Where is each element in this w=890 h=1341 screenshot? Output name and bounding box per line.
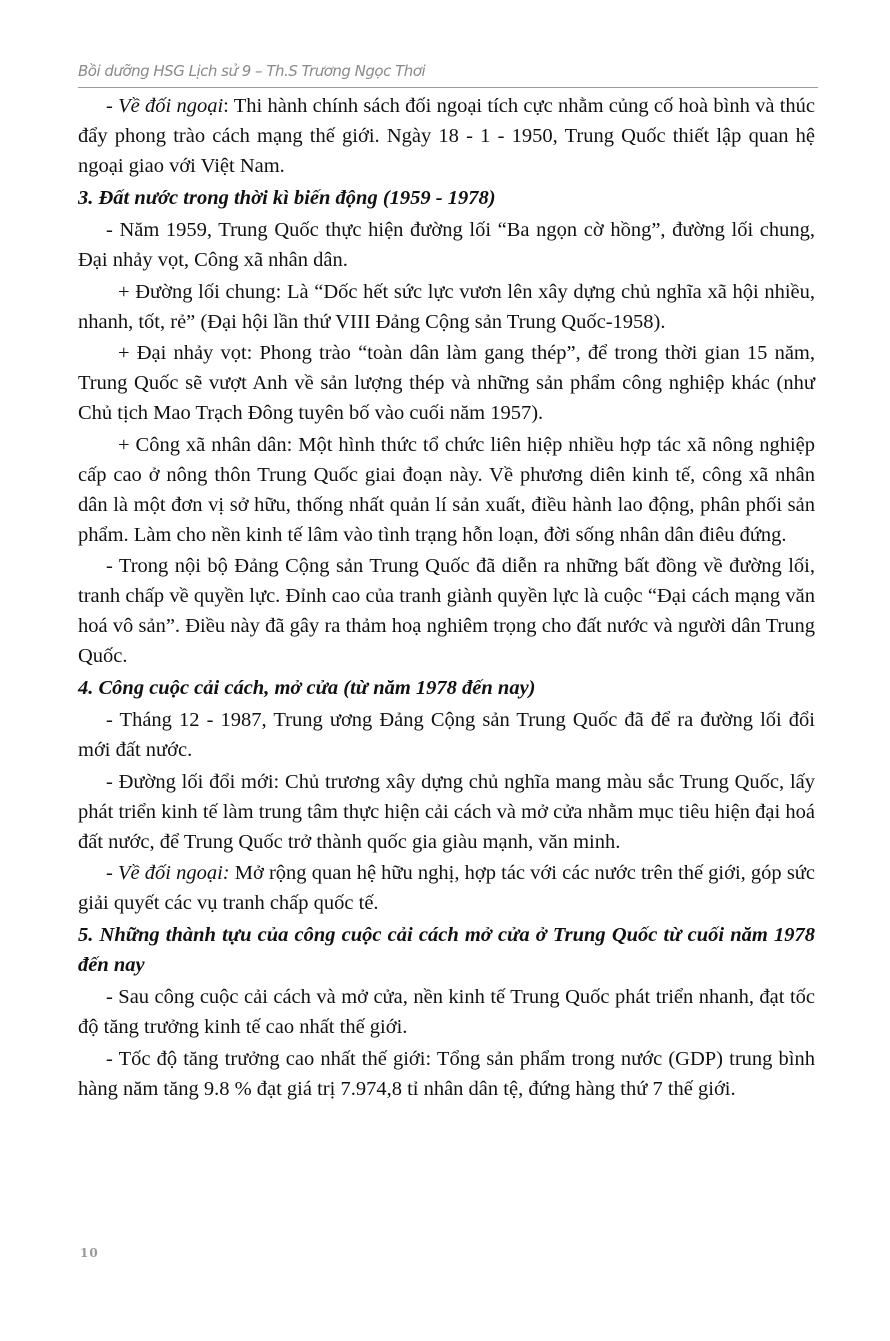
paragraph: - Trong nội bộ Đảng Cộng sản Trung Quốc đã diễn ra những bất đồng về đường lối, tranh chấp về quyền lực. Đỉnh cao của tranh giành quyền lực là cuộc “Đại cách mạng văn hoá vô sản”. Điều này đã gây ra thảm hoạ nghiêm trọng cho đất nước và người dân Trung Quốc. (78, 555, 815, 667)
dash: - (106, 862, 118, 884)
paragraph: - Năm 1959, Trung Quốc thực hiện đường lối “Ba ngọn cờ hồng”, đường lối chung, Đại nhảy vọt, Công xã nhân dân. (78, 219, 815, 271)
paragraph: - Đường lối đổi mới: Chủ trương xây dựng chủ nghĩa mang màu sắc Trung Quốc, lấy phát triển kinh tế làm trung tâm thực hiện cải cách và mở cửa nhằm mục tiêu hiện đại hoá đất nước, để Trung Quốc trở thành quốc gia giàu mạnh, văn minh. (78, 770, 815, 853)
page-number: 10 (80, 1246, 99, 1260)
paragraph: - Tốc độ tăng trưởng cao nhất thế giới: Tổng sản phẩm trong nước (GDP) trung bình hàng năm tăng 9.8 % đạt giá trị 7.974,8 tỉ nhân dân tệ, đứng hàng thứ 7 thế giới. (78, 1047, 815, 1100)
section-heading-4: 4. Công cuộc cải cách, mở cửa (từ năm 1978 đến nay) (78, 677, 536, 699)
italic-label: Về đối ngoại (118, 95, 224, 117)
paragraph: + Công xã nhân dân: Một hình thức tổ chức liên hiệp nhiều hợp tác xã nông nghiệp cấp cao ở nông thôn Trung Quốc giai đoạn này. Về phương diên kinh tế, công xã nhân dân là một đơn vị sở hữu, thống nhất quản lí sản xuất, điều hành lao động, phân phối sản phẩm. Làm cho nền kinh tế lâm vào tình trạng hỗn loạn, đời sống nhân dân điêu đứng. (78, 433, 815, 546)
paragraph-text: Mở rộng quan hệ hữu nghị, hợp tác với các nước trên thế giới, góp sức giải quyết các vụ tranh chấp quốc tế. (78, 862, 816, 914)
section-heading-5: 5. Những thành tựu của công cuộc cải cách mở cửa ở Trung Quốc từ cuối năm 1978 đến nay (78, 924, 815, 976)
paragraph: - Tháng 12 - 1987, Trung ương Đảng Cộng sản Trung Quốc đã để ra đường lối đổi mới đất nước. (78, 709, 815, 761)
paragraph (78, 91, 815, 181)
paragraph: + Đường lối chung: Là “Dốc hết sức lực vươn lên xây dựng chủ nghĩa xã hội nhiều, nhanh, tốt, rẻ” (Đại hội lần thứ VIII Đảng Cộng sản Trung Quốc-1958). (78, 280, 815, 333)
paragraph: - Sau công cuộc cải cách và mở cửa, nền kinh tế Trung Quốc phát triển nhanh, đạt tốc độ tăng trưởng kinh tế cao nhất thế giới. (78, 986, 815, 1038)
running-header: Bồi dưỡng HSG Lịch sử 9 – Th.S Trương Ngọc Thơi (78, 62, 426, 80)
header-rule (78, 87, 818, 88)
italic-label: Về đối ngoại: (117, 862, 230, 884)
page-body (78, 91, 815, 1105)
paragraph-text: : Thi hành chính sách đối ngoại tích cực nhằm củng cố hoà bình và thúc đẩy phong trào cách mạng thế giới. Ngày 18 - 1 - 1950, Trung Quốc thiết lập quan hệ ngoại giao với Việt Nam. (78, 95, 816, 177)
dash: - (106, 95, 119, 117)
section-heading-3: 3. Đất nước trong thời kì biến động (1959 - 1978) (78, 187, 496, 209)
paragraph: + Đại nhảy vọt: Phong trào “toàn dân làm gang thép”, để trong thời gian 15 năm, Trung Quốc sẽ vượt Anh về sản lượng thép và những sản phẩm công nghiệp khác (như Chủ tịch Mao Trạch Đông tuyên bố vào cuối năm 1957). (78, 342, 815, 424)
paragraph (78, 858, 815, 918)
